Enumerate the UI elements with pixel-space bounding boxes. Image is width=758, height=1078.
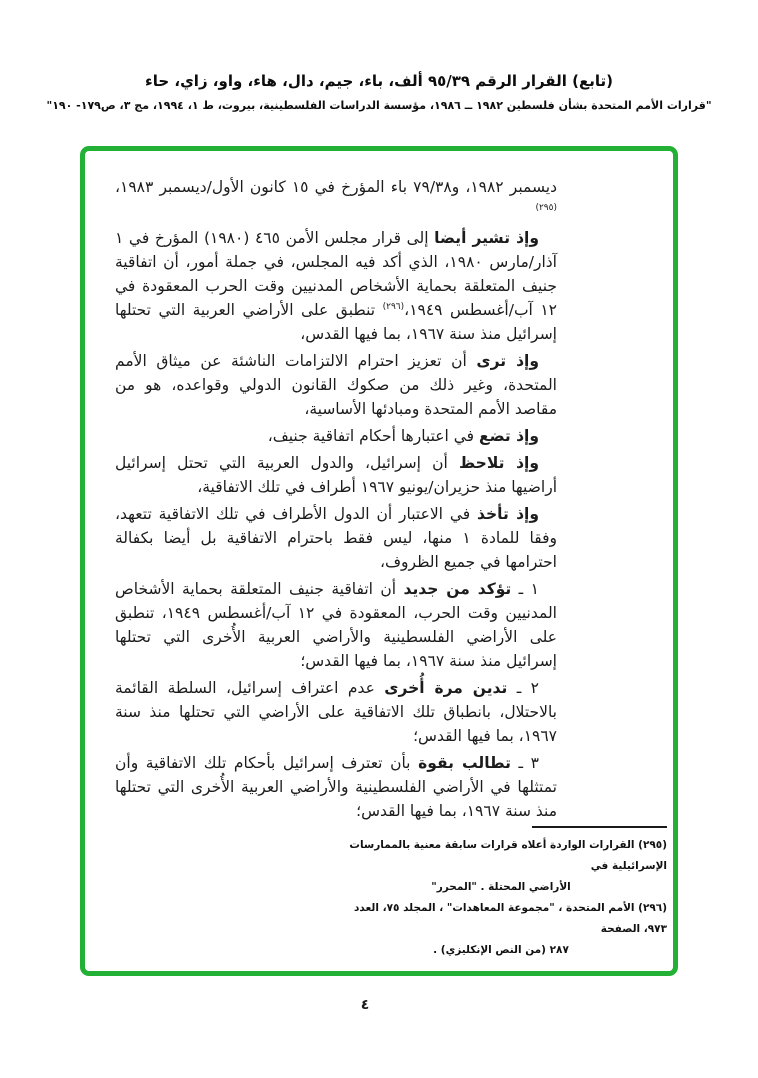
- paragraph-text: ١ ـ: [511, 580, 539, 598]
- paragraph: [115, 226, 557, 346]
- paragraph: [115, 175, 557, 223]
- footnote-line: الأراضي المحتلة . "المحرر": [431, 881, 571, 893]
- page-number: ٤: [360, 997, 370, 1013]
- paragraph-text: أن اتفاقية جنيف المتعلقة بحماية الأشخاص المدنيين وقت الحرب، المعقودة في ١٢ آب/أغسطس ١٩٤٩، تنطبق على الأراضي الفلسطينية والأراضي العربية الأُخرى التي تحتلها إسرائيل منذ سنة ١٩٦٧، بما فيها القدس؛: [115, 580, 557, 670]
- paragraph-text: بأن تعترف إسرائيل بأحكام تلك الاتفاقية وأن تمتثلها في الأراضي الفلسطينية والأراضي العربية الأُخرى التي تحتلها منذ سنة ١٩٦٧، بما فيها القدس؛: [115, 754, 557, 820]
- paragraph: [115, 502, 557, 574]
- footnote-separator: [532, 826, 667, 828]
- bold-lead-in: وإذ تأخذ: [477, 505, 540, 523]
- bold-lead-in: تطالب بقوة: [418, 754, 511, 772]
- paragraph-text: في الاعتبار أن الدول الأطراف في تلك الاتفاقية تتعهد، وفقا للمادة ١ منها، ليس فقط باحترام الاتفاقية بل أيضا بكفالة احترامها في جميع الظروف،: [115, 505, 557, 571]
- paragraph: [115, 751, 557, 823]
- footnote-list: [335, 835, 667, 961]
- bold-lead-in: تدين مرة أُخرى: [384, 679, 508, 697]
- paragraph-text: ٣ ـ: [510, 754, 539, 772]
- bold-lead-in: وإذ تشير أيضا: [434, 229, 539, 247]
- paragraph-text: ٢ ـ: [507, 679, 539, 697]
- bold-lead-in: وإذ تلاحظ: [459, 454, 539, 472]
- footnote-line: ٢٨٧ (من النص الإنكليزي) .: [433, 944, 569, 956]
- footnote-line: (٢٩٦) الأمم المتحدة ، "مجموعة المعاهدات" ، المجلد ٧٥، العدد ٩٧٣، الصفحة: [354, 902, 667, 935]
- document-citation: "قرارات الأمم المتحدة بشأن فلسطين ١٩٨٢ ــ ١٩٨٦، مؤسسة الدراسات الفلسطينية، بيروت، ط ١، ١٩٩٤، مج ٣، ص١٧٩- ١٩٠": [46, 99, 712, 112]
- paragraph-text: إلى قرار مجلس الأمن ٤٦٥ (١٩٨٠) المؤرخ في ١ آذار/مارس ١٩٨٠، الذي أكد فيه المجلس، في جملة أمور، أن اتفاقية جنيف المتعلقة بحماية الأشخاص المدنيين وقت الحرب المعقودة في ١٢ آب/أغسطس ١٩٤٩،: [115, 229, 557, 319]
- footnotes-section: [335, 826, 667, 961]
- paragraph-text: في اعتبارها أحكام اتفاقية جنيف،: [267, 427, 480, 445]
- paragraph: [115, 349, 557, 421]
- paragraph-text: أن تعزيز احترام الالتزامات الناشئة عن ميثاق الأمم المتحدة، وغير ذلك من صكوك القانون الدولي وقواعده، هو من مقاصد الأمم المتحدة ومبادئها الأساسية،: [115, 352, 557, 418]
- bold-lead-in: وإذ تضع: [479, 427, 539, 445]
- content-box: [80, 146, 678, 976]
- footnote: [335, 898, 667, 961]
- footnote-line: (٢٩٥) القرارات الواردة أعلاه قرارات سابقة معنية بالممارسات الإسرائيلية في: [349, 839, 667, 872]
- paragraph: [115, 424, 557, 448]
- bold-lead-in: وإذ ترى: [476, 352, 539, 370]
- footnote-ref: (٢٩٦): [382, 301, 405, 312]
- footnote: [335, 835, 667, 898]
- paragraph-text: عدم اعتراف إسرائيل، السلطة القائمة بالاحتلال، بانطباق تلك الاتفاقية على الأراضي التي تحتلها منذ سنة ١٩٦٧، بما فيها القدس؛: [115, 679, 557, 745]
- paragraph-text: أن إسرائيل، والدول العربية التي تحتل إسرائيل أراضيها منذ حزيران/يونيو ١٩٦٧ أطراف في تلك الاتفاقية،: [115, 454, 557, 496]
- paragraph: [115, 676, 557, 748]
- paragraph-text: ديسمبر ١٩٨٢، و٧٩/٣٨ باء المؤرخ في ١٥ كانون الأول/ديسمبر ١٩٨٣،: [115, 178, 557, 196]
- paragraph: [115, 451, 557, 499]
- document-title: (تابع) القرار الرقم ٩٥/٣٩ ألف، باء، جيم، دال، هاء، واو، زاي، حاء: [145, 72, 613, 90]
- bold-lead-in: تؤكد من جديد: [403, 580, 512, 598]
- paragraph: [115, 577, 557, 673]
- body-text: [115, 175, 557, 826]
- footnote-ref: (٢٩٥): [535, 202, 557, 213]
- paragraph-text: تنطبق على الأراضي العربية التي تحتلها إسرائيل منذ سنة ١٩٦٧، بما فيها القدس،: [115, 301, 557, 343]
